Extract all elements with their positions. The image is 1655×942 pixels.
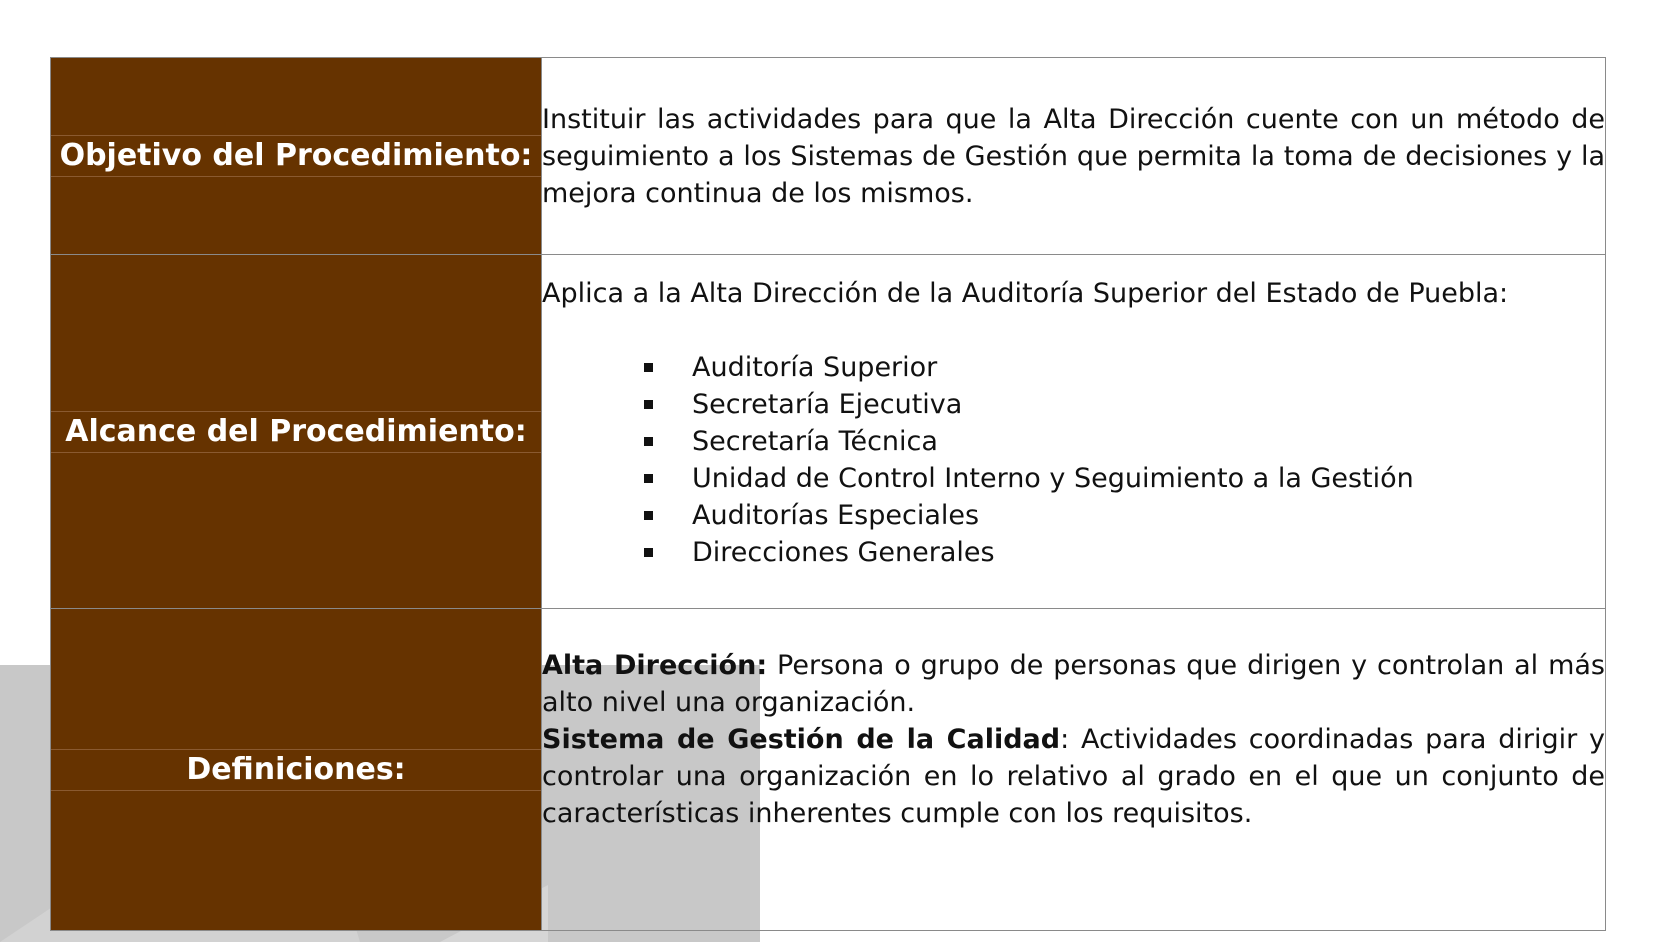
- list-item: Auditorías Especiales: [642, 497, 1605, 534]
- row-definiciones: [51, 609, 1606, 931]
- list-item: Direcciones Generales: [642, 534, 1605, 571]
- definicion-sgc: [542, 721, 1605, 832]
- def-sgc: : Actividades coordinadas para dirigir y controlar una organización en lo relativo al grado en el que un conjunto de características inherentes cumple con los requisitos.: [542, 724, 1605, 829]
- procedure-table: [50, 57, 1606, 931]
- alcance-list: [542, 349, 1605, 571]
- term-alta-direccion: Alta Dirección:: [542, 650, 768, 681]
- content-alcance: [542, 255, 1606, 609]
- row-alcance: [51, 255, 1606, 609]
- alcance-intro: Aplica a la Alta Dirección de la Auditoría Superior del Estado de Puebla:: [542, 278, 1509, 309]
- label-alcance: Alcance del Procedimiento:: [51, 411, 541, 453]
- def-alta-direccion: Persona o grupo de personas que dirigen y controlan al más alto nivel una organización.: [542, 650, 1605, 718]
- term-sgc: Sistema de Gestión de la Calidad: [542, 724, 1061, 755]
- definicion-alta-direccion: [542, 647, 1605, 721]
- label-cell-definiciones: [51, 609, 542, 931]
- content-objetivo: [542, 58, 1606, 255]
- label-definiciones: Definiciones:: [51, 749, 541, 791]
- label-cell-alcance: [51, 255, 542, 609]
- row-objetivo: [51, 58, 1606, 255]
- label-objetivo: Objetivo del Procedimiento:: [51, 135, 541, 177]
- list-item: Unidad de Control Interno y Seguimiento a la Gestión: [642, 460, 1605, 497]
- label-cell-objetivo: [51, 58, 542, 255]
- content-definiciones: [542, 609, 1606, 931]
- list-item: Secretaría Ejecutiva: [642, 386, 1605, 423]
- list-item: Auditoría Superior: [642, 349, 1605, 386]
- list-item: Secretaría Técnica: [642, 423, 1605, 460]
- objetivo-text: Instituir las actividades para que la Alta Dirección cuente con un método de seguimiento a los Sistemas de Gestión que permita la toma de decisiones y la mejora continua de los mismos.: [542, 103, 1605, 209]
